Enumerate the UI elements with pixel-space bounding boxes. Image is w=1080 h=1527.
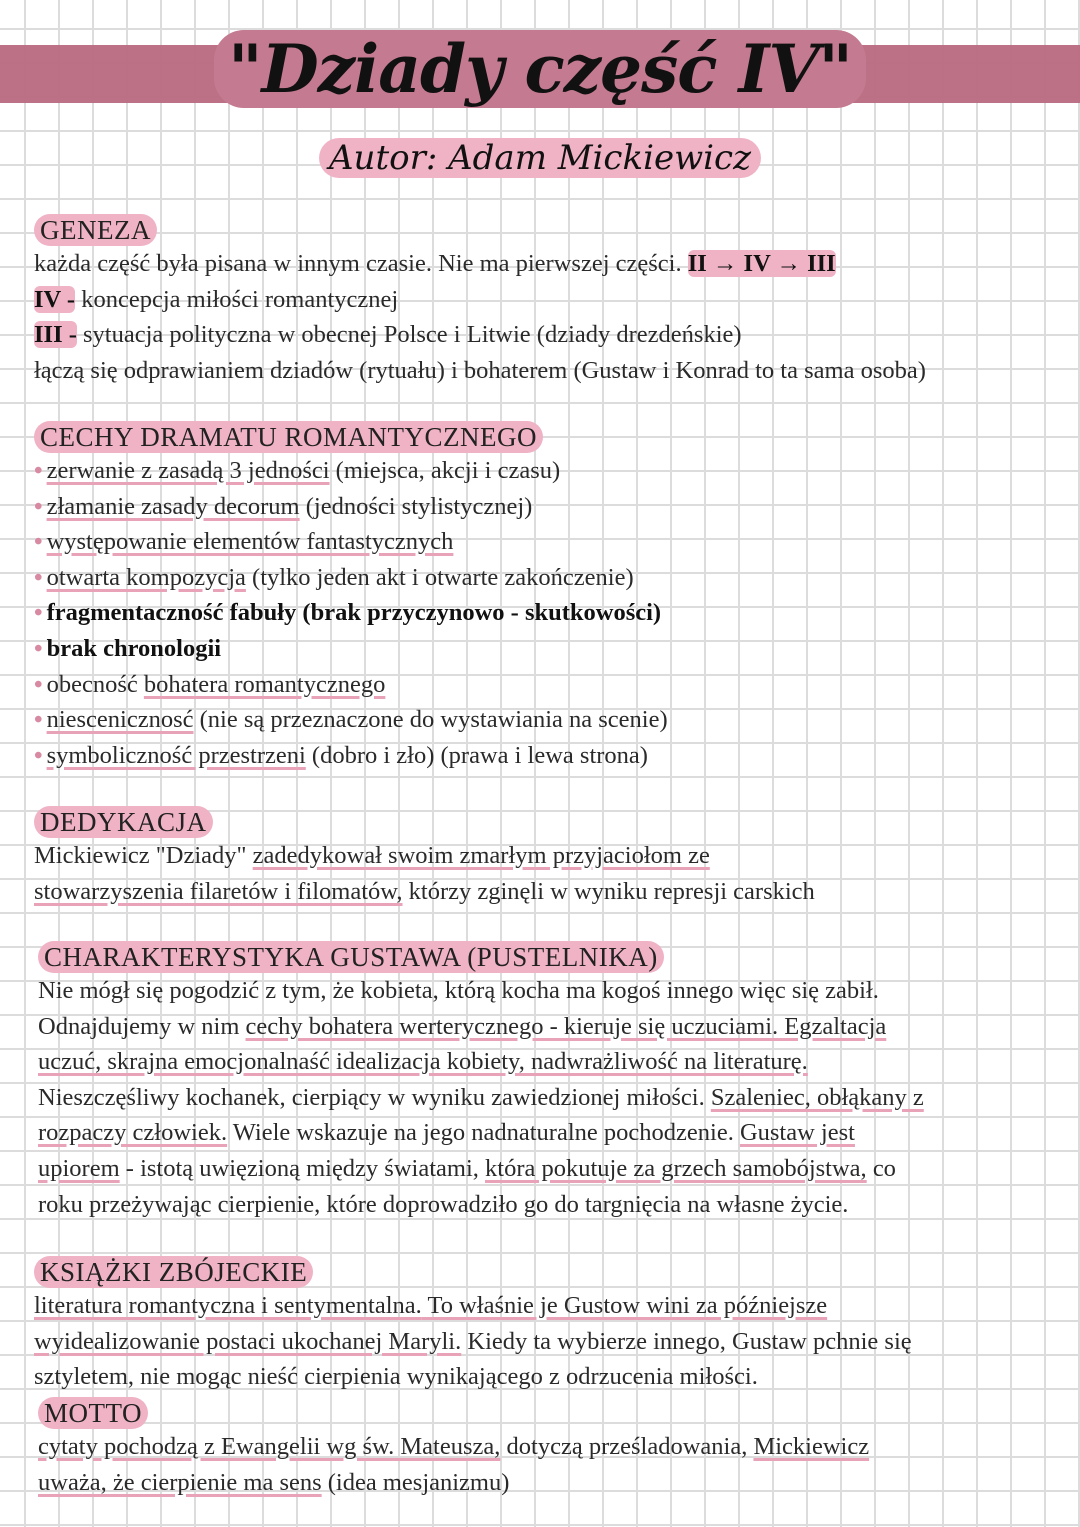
section-geneza bbox=[34, 214, 1060, 388]
text-segment: którzy zginęli w wyniku represji carskich bbox=[402, 877, 815, 905]
text-segment: (idea mesjanizmu) bbox=[321, 1468, 510, 1496]
page-title-text: "Dziady część IV" bbox=[214, 30, 866, 108]
section-heading: DEDYKACJA bbox=[34, 806, 213, 838]
highlighted-text: III - bbox=[34, 321, 77, 349]
section-heading: GENEZA bbox=[34, 214, 157, 246]
text-segment: obecność bbox=[46, 670, 144, 698]
author-text: Autor: Adam Mickiewicz bbox=[319, 138, 761, 178]
section-heading: KSIĄŻKI ZBÓJECKIE bbox=[34, 1256, 313, 1288]
bullet-item bbox=[34, 667, 1060, 703]
underlined-text: otwarta kompozycja bbox=[46, 563, 246, 591]
text-line bbox=[34, 353, 1060, 389]
underlined-text: która pokutuje za grzech samobójstwa, bbox=[485, 1154, 867, 1182]
bullet-item bbox=[34, 489, 1060, 525]
underlined-text: występowanie elementów fantastycznych bbox=[46, 528, 454, 556]
underlined-text: symboliczność przestrzeni bbox=[46, 741, 306, 769]
bullet-item bbox=[34, 560, 1060, 596]
text-segment: koncepcja miłości romantycznej bbox=[75, 285, 399, 313]
text-segment: (nie są przeznaczone do wystawiania na scenie) bbox=[193, 706, 668, 734]
section-dedykacja bbox=[34, 806, 1060, 909]
text-line bbox=[34, 1359, 1060, 1395]
bullet-icon: • bbox=[34, 492, 43, 520]
text-line bbox=[38, 973, 1060, 1009]
bullet-icon: • bbox=[34, 563, 43, 591]
underlined-text: Gustaw jest bbox=[739, 1119, 855, 1147]
bullet-icon: • bbox=[34, 706, 43, 734]
text-segment: łączą się odprawianiem dziadów (rytuału) i bohaterem (Gustaw i Konrad to ta sama osoba) bbox=[34, 356, 926, 384]
text-line bbox=[34, 1324, 1060, 1360]
page-title bbox=[0, 30, 1080, 108]
text-line bbox=[38, 1044, 1060, 1080]
text-segment: Kiedy ta wybierze innego, Gustaw pchnie się bbox=[461, 1327, 912, 1355]
section-heading: CECHY DRAMATU ROMANTYCZNEGO bbox=[34, 421, 543, 453]
section-heading: CHARAKTERYSTYKA GUSTAWA (PUSTELNIKA) bbox=[38, 941, 664, 973]
text-line bbox=[38, 1115, 1060, 1151]
bullet-item bbox=[34, 453, 1060, 489]
text-segment: Odnajdujemy w nim bbox=[38, 1012, 246, 1040]
underlined-text: wyidealizowanie postaci ukochanej Maryli. bbox=[34, 1327, 462, 1355]
section-charakterystyka bbox=[38, 941, 1060, 1222]
bullet-item bbox=[34, 702, 1060, 738]
underlined-text: To właśnie je Gustow wini za późniejsze bbox=[421, 1292, 828, 1319]
text-segment: - istotą uwięzioną między światami, bbox=[119, 1154, 486, 1182]
text-line bbox=[38, 1009, 1060, 1045]
text-segment: brak chronologii bbox=[46, 634, 222, 662]
bullet-icon: • bbox=[34, 634, 43, 662]
text-line bbox=[38, 1151, 1060, 1187]
underlined-text: Mickiewicz bbox=[753, 1433, 870, 1460]
underlined-text: uważa, że cierpienie ma sens bbox=[38, 1468, 322, 1496]
text-segment: (jedności stylistycznej) bbox=[299, 492, 533, 520]
text-line bbox=[34, 317, 1060, 353]
text-line bbox=[34, 874, 1060, 910]
text-line bbox=[34, 838, 1060, 874]
underlined-text: rozpaczy człowiek. bbox=[38, 1119, 228, 1147]
text-line bbox=[38, 1187, 1060, 1223]
bullet-item bbox=[34, 595, 1060, 631]
underlined-text: upiorem bbox=[38, 1154, 120, 1182]
section-ksiazki bbox=[34, 1256, 1060, 1395]
underlined-text: niescenicznosć bbox=[46, 706, 194, 734]
bullet-icon: • bbox=[34, 670, 43, 698]
bullet-icon: • bbox=[34, 741, 43, 769]
underlined-text: stowarzyszenia filaretów i filomatów, bbox=[34, 877, 403, 905]
section-motto bbox=[38, 1397, 1060, 1500]
bullet-icon: • bbox=[34, 599, 43, 627]
text-line bbox=[34, 1288, 1060, 1324]
text-segment: każda część była pisana w innym czasie. Nie ma pierwszej części. bbox=[34, 250, 688, 277]
text-segment: Mickiewicz "Dziady" bbox=[34, 842, 253, 869]
section-heading: MOTTO bbox=[38, 1397, 148, 1429]
bullet-item bbox=[34, 631, 1060, 667]
text-line bbox=[34, 282, 1060, 318]
underlined-text: literatura romantyczna i sentymentalna. bbox=[34, 1292, 422, 1319]
text-segment: (tylko jeden akt i otwarte zakończenie) bbox=[245, 563, 634, 591]
underlined-text: zerwanie z zasadą 3 jedności bbox=[46, 457, 330, 484]
highlighted-text: IV - bbox=[34, 285, 76, 313]
text-line bbox=[38, 1080, 1060, 1116]
text-segment: (miejsca, akcji i czasu) bbox=[329, 457, 561, 484]
bullet-item bbox=[34, 738, 1060, 774]
text-segment: dotyczą prześladowania, bbox=[500, 1433, 754, 1460]
text-segment: Nie mógł się pogodzić z tym, że kobieta, którą kocha ma kogoś innego więc się zabił. bbox=[38, 977, 879, 1004]
text-segment: (dobro i zło) (prawa i lewa strona) bbox=[305, 741, 648, 769]
section-cechy bbox=[34, 421, 1060, 773]
bullet-icon: • bbox=[34, 457, 43, 484]
text-line bbox=[38, 1465, 1060, 1501]
text-segment: sytuacja polityczna w obecnej Polsce i Litwie (dziady drezdeńskie) bbox=[76, 321, 742, 349]
text-segment: sztyletem, nie mogąc nieść cierpienia wynikającego z odrzucenia miłości. bbox=[34, 1363, 758, 1391]
text-segment: roku przeżywając cierpienie, które doprowadziło go do targnięcia na własne życie. bbox=[38, 1190, 849, 1218]
text-segment: fragmentaczność fabuły (brak przyczynowo - skutkowości) bbox=[46, 599, 662, 627]
bullet-item bbox=[34, 524, 1060, 560]
text-segment: Wiele wskazuje na jego nadnaturalne pochodzenie. bbox=[227, 1119, 740, 1147]
highlighted-text: II → IV → III bbox=[687, 250, 836, 277]
author-line bbox=[0, 138, 1080, 178]
underlined-text: cytaty pochodzą z Ewangelii wg św. Mateusza, bbox=[38, 1433, 501, 1460]
bullet-icon: • bbox=[34, 528, 43, 556]
underlined-text: zadedykował swoim zmarłym przyjaciołom ze bbox=[252, 842, 710, 869]
text-line bbox=[34, 246, 1060, 282]
underlined-text: złamanie zasady decorum bbox=[46, 492, 300, 520]
text-segment: Nieszczęśliwy kochanek, cierpiący w wyniku zawiedzionej miłości. bbox=[38, 1083, 711, 1111]
underlined-text: cechy bohatera werterycznego - kieruje się uczuciami. Egzaltacja bbox=[245, 1012, 887, 1040]
underlined-text: bohatera romantycznego bbox=[143, 670, 386, 698]
underlined-text: Szaleniec, obłąkany z bbox=[710, 1083, 924, 1111]
text-line bbox=[38, 1429, 1060, 1465]
text-segment: co bbox=[866, 1154, 896, 1182]
underlined-text: uczuć, skrajna emocjonalnaść idealizacja kobiety, nadwrażliwość na literaturę. bbox=[38, 1048, 808, 1076]
